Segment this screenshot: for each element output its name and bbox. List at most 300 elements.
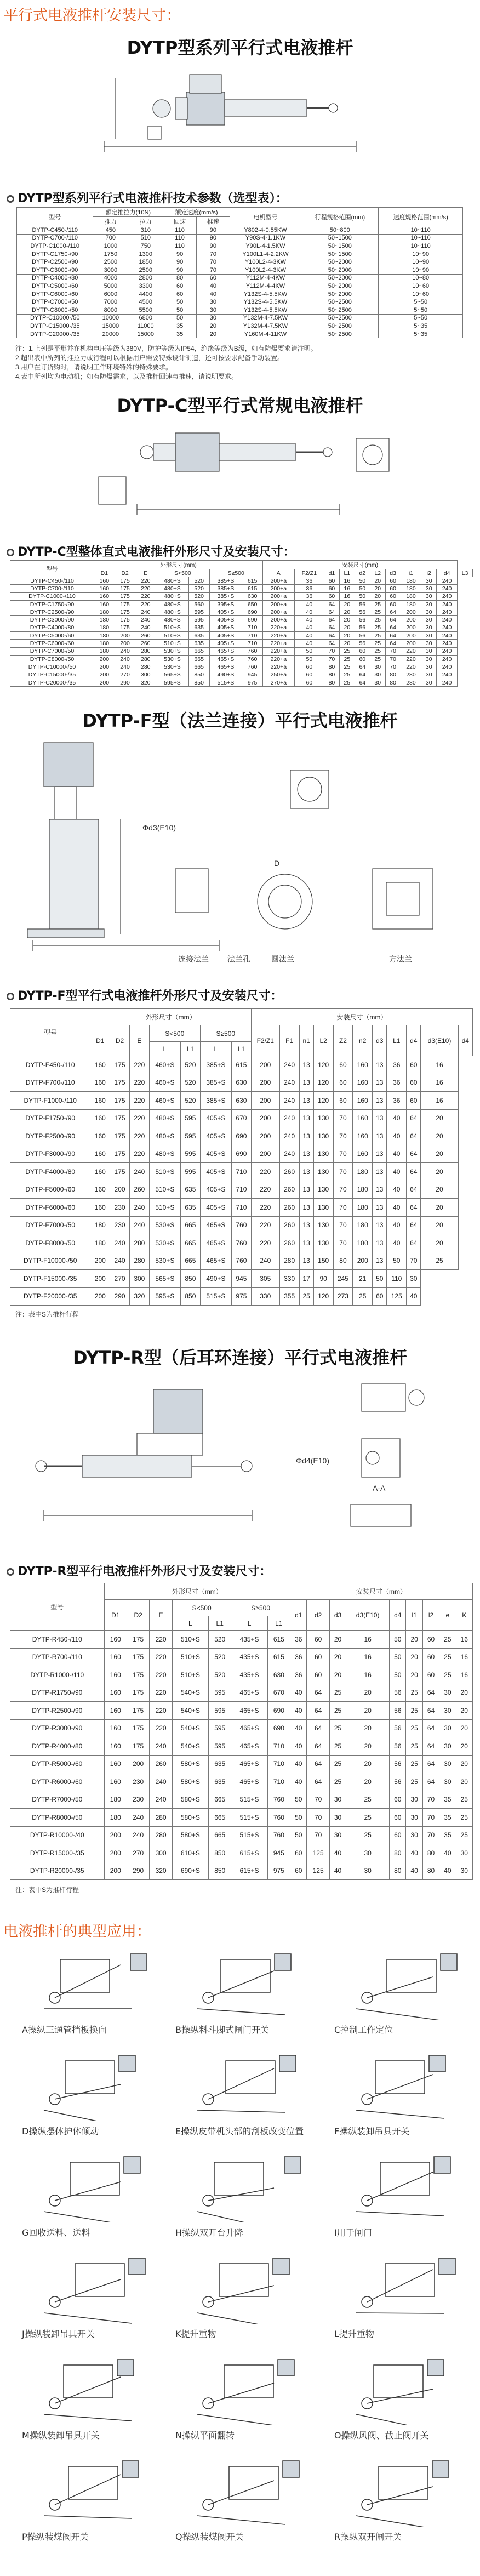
table-cell: 64 <box>407 1216 421 1234</box>
table-cell: 595 <box>188 608 209 616</box>
table-row <box>10 1826 473 1844</box>
application-illustration <box>334 1943 466 2020</box>
table-cell: 320 <box>150 1862 172 1880</box>
table-cell: 580+S <box>172 1809 208 1827</box>
table-cell: 40 <box>294 600 324 608</box>
table-cell: 60 <box>407 1092 421 1110</box>
table-cell: 520 <box>188 592 209 600</box>
table-cell: 710 <box>232 1199 252 1217</box>
table-cell: 30 <box>370 671 385 679</box>
table-cell: 220+a <box>262 632 294 640</box>
table-cell: 175 <box>115 608 135 616</box>
table-cell: 64 <box>407 1199 421 1217</box>
table-cell: 20 <box>339 600 355 608</box>
table-row <box>10 585 473 592</box>
application-illustration <box>22 2044 153 2121</box>
table-cell: 70 <box>196 258 230 266</box>
table-cell: 外形尺寸（mm） <box>104 1583 290 1600</box>
table-cell: 220 <box>401 647 421 655</box>
table-cell: 615 <box>242 585 263 592</box>
s3-label-d3: Φd3(E10) <box>142 823 176 832</box>
table-cell: L <box>172 1616 208 1631</box>
table-cell: 465+S <box>209 655 242 663</box>
table-cell: 40 <box>290 1773 307 1791</box>
table-cell: 25 <box>456 1809 472 1827</box>
s3-label-flange: 连接法兰 <box>178 955 209 964</box>
table-cell: 4500 <box>128 298 163 306</box>
table-cell: 13 <box>373 1163 387 1181</box>
table-cell: 60 <box>333 1092 353 1110</box>
table-row <box>10 1648 473 1666</box>
table-cell: 70 <box>333 1109 353 1127</box>
table-cell: 20 <box>406 1631 422 1649</box>
table-cell: 16 <box>339 577 355 585</box>
table-cell: 40 <box>439 1844 456 1862</box>
page-header-title: 平行式电液推杆安装尺寸： <box>3 7 181 24</box>
table-cell: 200 <box>401 640 421 647</box>
table-cell: 160 <box>94 600 115 608</box>
table-cell: 670 <box>267 1684 290 1702</box>
table-row <box>17 314 463 322</box>
table-cell: 710 <box>267 1737 290 1756</box>
table-cell: 510+S <box>172 1648 208 1666</box>
application-item <box>175 1943 307 2042</box>
table-cell: DYTP-R10000-/40 <box>10 1826 105 1844</box>
s1-table-title <box>7 189 288 206</box>
table-cell: 70 <box>333 1181 353 1199</box>
table-cell: 405+S <box>200 1163 231 1181</box>
table-cell: 安装尺寸(mm) <box>262 561 457 569</box>
table-cell: 690+S <box>172 1862 208 1880</box>
table-cell: 20 <box>421 1181 458 1199</box>
application-caption: G回收送料、送料 <box>22 2227 90 2238</box>
table-cell: 615+S <box>231 1844 267 1862</box>
table-row <box>10 1181 473 1199</box>
table-cell: 200+a <box>262 585 294 592</box>
table-cell: 273 <box>333 1287 353 1306</box>
table-cell: DYTP-C700-/110 <box>10 585 94 592</box>
table-cell: 180 <box>353 1199 373 1217</box>
table-cell: 200 <box>127 1755 149 1773</box>
table-cell: 175 <box>115 585 135 592</box>
table-cell: 80 <box>390 1844 406 1862</box>
table-cell: 180 <box>90 1234 110 1252</box>
table-cell: 260 <box>279 1181 299 1199</box>
table-cell: 25 <box>329 1702 346 1720</box>
table-cell: 50~1500 <box>301 250 379 258</box>
note-line: 注：1.上列是平形并在机构电压等级为380V，防护等级为IP54，绝缘等级为B级，如有防爆要求请注明。 <box>15 345 317 352</box>
table-cell: 2500 <box>128 266 163 274</box>
table-cell: 56 <box>355 624 370 631</box>
table-cell: 510+S <box>156 632 189 640</box>
table-cell: 70 <box>422 1791 439 1809</box>
table-cell: 240 <box>437 632 458 640</box>
table-cell: 220 <box>150 1702 172 1720</box>
table-cell: 13 <box>299 1252 313 1270</box>
table-cell: 240 <box>437 616 458 624</box>
table-cell: 975 <box>267 1862 290 1880</box>
application-caption: L提升重物 <box>334 2329 374 2339</box>
table-cell: DYTP-R2500-/90 <box>10 1702 105 1720</box>
table-cell: 30 <box>370 663 385 671</box>
table-cell: 60 <box>407 1056 421 1074</box>
table-cell: 40 <box>387 1199 407 1217</box>
table-cell: 30 <box>421 600 437 608</box>
table-cell: 20 <box>456 1737 472 1756</box>
table-cell: 20 <box>339 632 355 640</box>
table-cell: 220 <box>129 1127 149 1145</box>
table-cell: 5~50 <box>379 314 463 322</box>
table-cell: 30 <box>196 314 230 322</box>
table-cell: DYTP-C4000-/80 <box>17 274 93 282</box>
table-cell: 70 <box>422 1809 439 1827</box>
table-cell: 5~50 <box>379 298 463 306</box>
table-cell: d4 <box>437 569 458 577</box>
table-cell: L1 <box>180 1042 200 1056</box>
table-cell: 50 <box>355 577 370 585</box>
table-row <box>10 624 473 631</box>
table-cell: 40 <box>387 1145 407 1163</box>
table-cell: 240 <box>437 647 458 655</box>
table-cell: 220 <box>401 655 421 663</box>
table-cell: 690 <box>232 1145 252 1163</box>
table-cell: 385+S <box>200 1056 231 1074</box>
table-cell: 10~60 <box>379 290 463 298</box>
table-cell: 50 <box>163 306 197 314</box>
table-cell: 40 <box>406 1862 422 1880</box>
table-cell: 180 <box>353 1216 373 1234</box>
table-cell: 90 <box>196 226 230 235</box>
table-cell: 690 <box>242 616 263 624</box>
table-row <box>17 208 463 217</box>
table-cell: DYTP-R450-/110 <box>10 1631 105 1649</box>
table-row <box>10 1631 473 1649</box>
table-row <box>10 1127 473 1145</box>
table-cell: 160 <box>104 1702 127 1720</box>
table-cell: 580+S <box>172 1755 208 1773</box>
table-cell: 595 <box>180 1109 200 1127</box>
table-cell: 60 <box>196 274 230 282</box>
table-cell: 25 <box>370 632 385 640</box>
table-cell: 120 <box>313 1056 333 1074</box>
table-cell: 280 <box>129 1234 149 1252</box>
table-cell: 4400 <box>128 290 163 298</box>
table-cell: 25 <box>370 647 385 655</box>
table-cell: 520 <box>209 1648 231 1666</box>
table-cell: 36 <box>294 577 324 585</box>
table-cell: 20 <box>456 1773 472 1791</box>
table-cell: 665 <box>180 1216 200 1234</box>
application-caption: N操纵平面翻转 <box>175 2430 235 2441</box>
section1-title: DYTP型系列平行式电液推杆 <box>127 37 353 58</box>
table-cell: 20 <box>329 1648 346 1666</box>
table-cell: 280 <box>135 647 156 655</box>
table-cell: DYTP-C3000-/90 <box>10 616 94 624</box>
table-cell: 465+S <box>200 1234 231 1252</box>
table-cell: 220+a <box>262 624 294 631</box>
table-cell: l2 <box>422 1600 439 1631</box>
table-cell: 60 <box>333 1074 353 1092</box>
table-cell: 64 <box>422 1737 439 1756</box>
application-item <box>22 2146 153 2244</box>
table-cell: 260 <box>279 1234 299 1252</box>
table-row <box>10 671 473 679</box>
table-row <box>17 330 463 338</box>
table-cell: 80 <box>422 1862 439 1880</box>
table-cell: 240 <box>129 1199 149 1217</box>
table-cell: i2 <box>421 569 437 577</box>
table-cell: Y90S-4-1.1KW <box>230 234 301 242</box>
table-cell: 280 <box>401 679 421 686</box>
s3-note: 注：表中S为推杆行程 <box>15 1310 79 1318</box>
table-cell: 64 <box>324 608 339 616</box>
table-cell: 5~35 <box>379 322 463 330</box>
table-row <box>10 1056 473 1074</box>
application-item <box>334 2349 466 2447</box>
table-cell: DYTP-R1750-/90 <box>10 1684 105 1702</box>
table-cell: 460+S <box>149 1074 180 1092</box>
table-cell: d4 <box>458 1025 472 1056</box>
table-cell: 120 <box>313 1074 333 1092</box>
table-cell: 270 <box>115 671 135 679</box>
application-illustration <box>22 2146 153 2222</box>
table-cell: 20 <box>456 1702 472 1720</box>
table-cell: 130 <box>313 1109 333 1127</box>
table-cell: 230 <box>110 1199 130 1217</box>
table-cell: 25 <box>339 679 355 686</box>
table-cell: 40 <box>387 1234 407 1252</box>
table-cell: 540+S <box>172 1737 208 1756</box>
table-cell: 200 <box>401 632 421 640</box>
note-line: 4.表中所列均为电动机；如有防爆需求，以及推杆回速与推速，请说明要求。 <box>15 373 238 380</box>
table-cell: 510+S <box>156 624 189 631</box>
table-cell: 40 <box>329 1862 346 1880</box>
table-cell: 595 <box>209 1719 231 1737</box>
table-cell: 460+S <box>149 1092 180 1110</box>
table-cell: 13 <box>299 1056 313 1074</box>
table-cell: d3 <box>329 1600 346 1631</box>
table-cell: 760 <box>242 663 263 671</box>
table-cell: 750 <box>128 242 163 250</box>
table-cell: 16 <box>339 592 355 600</box>
table-cell: 13 <box>373 1074 387 1092</box>
table-cell: 480+S <box>156 585 189 592</box>
table-cell: 25 <box>339 663 355 671</box>
table-cell: 60 <box>373 1287 387 1306</box>
table-cell: 635 <box>209 1773 231 1791</box>
table-cell: L1 <box>232 1042 252 1056</box>
table-cell: 480+S <box>149 1145 180 1163</box>
s3-table-title <box>7 987 283 1004</box>
table-cell: 64 <box>422 1755 439 1773</box>
s2-dimension-table <box>10 560 473 687</box>
table-cell: 510+S <box>149 1181 180 1199</box>
table-cell: 13 <box>373 1252 387 1270</box>
table-cell: 56 <box>355 600 370 608</box>
table-cell: 280 <box>279 1252 299 1270</box>
table-cell: 595 <box>209 1684 231 1702</box>
table-cell: 90 <box>313 1270 333 1288</box>
table-cell: 405+S <box>200 1109 231 1127</box>
table-cell: 6800 <box>128 314 163 322</box>
table-cell: 60 <box>422 1631 439 1649</box>
table-cell: 13 <box>299 1127 313 1145</box>
table-row <box>17 266 463 274</box>
note-line: 2.超出表中所列的推拉力或行程可以根据用户需要特殊设计制造，还可按要求配备手动装置。 <box>15 354 284 362</box>
table-cell: DYTP-R4000-/80 <box>10 1737 105 1756</box>
table-cell: 160 <box>94 592 115 600</box>
table-cell: 760 <box>242 647 263 655</box>
application-illustration <box>175 2349 307 2425</box>
table-cell: 30 <box>421 585 437 592</box>
table-cell: 30 <box>196 298 230 306</box>
table-cell: 220 <box>251 1163 279 1181</box>
table-cell: 13 <box>299 1145 313 1163</box>
table-cell: DYTP-C450-/110 <box>10 577 94 585</box>
table-cell: d3(E10) <box>346 1600 390 1631</box>
table-cell: 490+S <box>209 671 242 679</box>
table-cell: d3 <box>385 569 401 577</box>
table-cell: 405+S <box>200 1127 231 1145</box>
application-caption: C控制工作定位 <box>334 2025 393 2035</box>
table-cell: 25 <box>406 1702 422 1720</box>
table-cell: 1000 <box>93 242 128 250</box>
table-cell: 220+a <box>262 663 294 671</box>
table-cell: D2 <box>127 1600 149 1631</box>
table-cell: 300 <box>135 671 156 679</box>
table-cell: 64 <box>385 616 401 624</box>
table-cell: 160 <box>90 1199 110 1217</box>
table-cell: 60 <box>290 1844 307 1862</box>
table-cell: 64 <box>307 1737 329 1756</box>
table-cell: 405+S <box>209 616 242 624</box>
table-cell: 710 <box>232 1181 252 1199</box>
table-cell: 160 <box>90 1163 110 1181</box>
table-cell: 30 <box>439 1773 456 1791</box>
table-cell: 850 <box>180 1287 200 1306</box>
table-cell: 850 <box>209 1862 231 1880</box>
table-cell: 25 <box>370 655 385 663</box>
table-row <box>10 1092 473 1110</box>
table-cell: 30 <box>421 608 437 616</box>
table-cell: S<500 <box>172 1600 231 1616</box>
table-cell: DYTP-C20000-/35 <box>17 330 93 338</box>
table-cell: 110 <box>387 1270 407 1288</box>
table-cell: 70 <box>324 647 339 655</box>
application-illustration <box>22 2450 153 2527</box>
table-cell: 760 <box>232 1234 252 1252</box>
application-caption: K提升重物 <box>175 2329 216 2339</box>
table-cell: 60 <box>385 600 401 608</box>
table-cell: d1 <box>324 569 339 577</box>
table-cell: 13 <box>299 1109 313 1127</box>
table-cell: 25 <box>339 671 355 679</box>
table-cell: 175 <box>115 616 135 624</box>
table-cell: 20 <box>406 1666 422 1684</box>
table-cell: 760 <box>242 655 263 663</box>
table-cell: 595 <box>180 1127 200 1145</box>
table-cell: 40 <box>407 1287 421 1306</box>
table-cell: 480+S <box>156 592 189 600</box>
table-cell: 36 <box>387 1092 407 1110</box>
table-cell: 175 <box>110 1127 130 1145</box>
table-cell: 额定推拉力(10N) <box>93 208 163 217</box>
table-cell: 20 <box>346 1755 390 1773</box>
table-cell: DYTP-C7000-/50 <box>17 298 93 306</box>
table-cell: 530+S <box>156 655 189 663</box>
table-cell: 530+S <box>149 1234 180 1252</box>
table-cell: 175 <box>115 624 135 631</box>
table-cell: 405+S <box>200 1181 231 1199</box>
table-cell: 20 <box>421 1163 458 1181</box>
table-cell: D2 <box>115 569 135 577</box>
table-cell: F1 <box>279 1025 299 1056</box>
table-cell: DYTP-R700-/110 <box>10 1648 105 1666</box>
table-cell: 200 <box>401 624 421 631</box>
table-cell: S<500 <box>149 1025 200 1042</box>
table-cell: 50 <box>290 1826 307 1844</box>
table-cell: 60 <box>294 671 324 679</box>
table-cell: 20 <box>456 1755 472 1773</box>
table-cell: 5000 <box>93 282 128 290</box>
table-cell: Y802-4-0.55KW <box>230 226 301 235</box>
table-row <box>17 298 463 306</box>
table-cell: 80 <box>324 671 339 679</box>
table-cell: 405+S <box>209 608 242 616</box>
table-cell: 64 <box>307 1719 329 1737</box>
table-cell: 650 <box>242 600 263 608</box>
table-cell: 50~1500 <box>301 242 379 250</box>
table-cell: 175 <box>127 1719 149 1737</box>
table-cell: 200 <box>90 1270 110 1288</box>
table-cell: 30 <box>196 306 230 314</box>
table-cell: 175 <box>115 600 135 608</box>
table-cell: 465+S <box>200 1216 231 1234</box>
table-cell: 20 <box>196 322 230 330</box>
table-cell: 230 <box>110 1216 130 1234</box>
table-cell: 16 <box>456 1666 472 1684</box>
table-cell: 260 <box>279 1216 299 1234</box>
table-cell: 20 <box>329 1666 346 1684</box>
table-cell: 7000 <box>93 298 128 306</box>
table-cell: 10~90 <box>379 258 463 266</box>
table-cell: 50 <box>390 1631 406 1649</box>
table-cell: 180 <box>94 616 115 624</box>
table-cell: 20 <box>346 1684 390 1702</box>
table-cell: 595 <box>209 1737 231 1756</box>
table-cell: 13 <box>299 1234 313 1252</box>
table-cell: 17 <box>299 1270 313 1288</box>
table-cell: 30 <box>421 640 437 647</box>
table-cell: 25 <box>439 1648 456 1666</box>
application-illustration <box>334 2146 466 2222</box>
table-cell: 200 <box>251 1056 279 1074</box>
table-cell: 安装尺寸（mm） <box>251 1009 472 1025</box>
table-cell: 30 <box>407 1270 421 1288</box>
table-cell: 530+S <box>156 663 189 671</box>
table-cell: 20 <box>370 577 385 585</box>
table-cell: 200 <box>401 616 421 624</box>
table-cell: 13 <box>373 1181 387 1199</box>
table-cell: DYTP-C5000-/60 <box>10 632 94 640</box>
table-cell: L3 <box>457 569 472 577</box>
table-cell: 20 <box>456 1719 472 1737</box>
table-cell: 520 <box>209 1631 231 1649</box>
table-cell: 305 <box>251 1270 279 1288</box>
table-cell: 50~2500 <box>301 306 379 314</box>
table-cell: 240 <box>437 671 458 679</box>
table-cell: 30 <box>421 577 437 585</box>
